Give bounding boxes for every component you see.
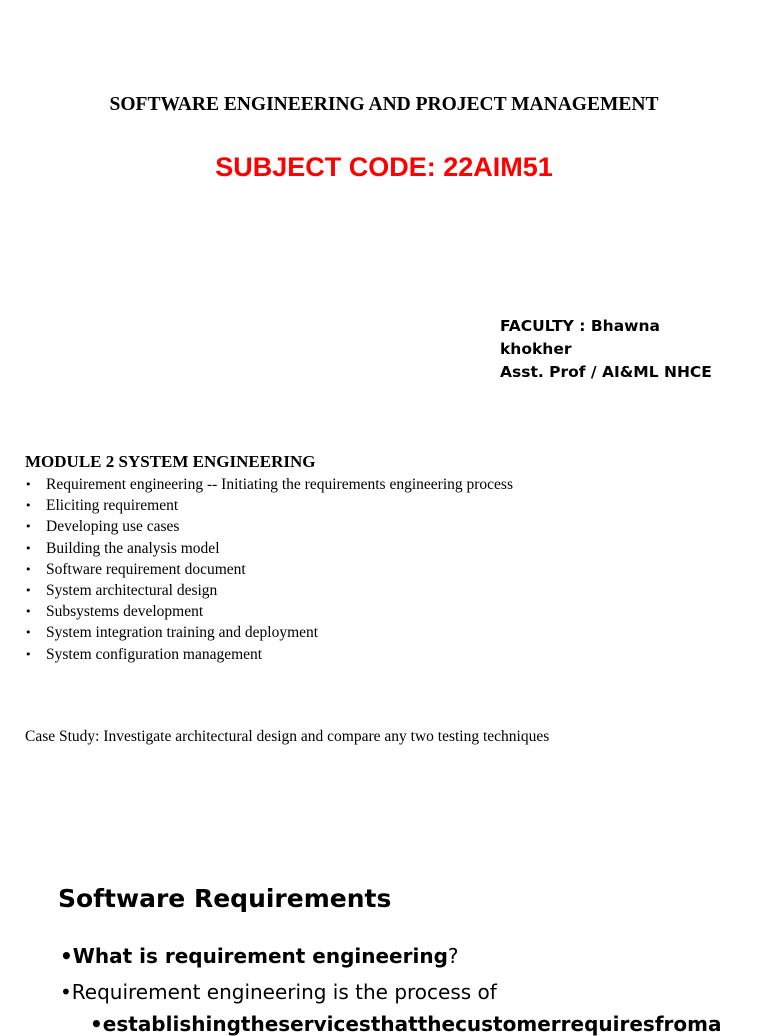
list-item: • System integration training and deployment <box>25 622 513 643</box>
faculty-designation-line: Asst. Prof / AI&ML NHCE <box>500 363 712 381</box>
list-item: • Developing use cases <box>25 516 513 537</box>
definition-bullet: •Requirement engineering is the process of <box>60 980 497 1004</box>
sub-bullet-word: customer <box>455 1012 561 1036</box>
list-item: • Eliciting requirement <box>25 495 513 516</box>
sub-bullet-word: the <box>417 1012 456 1036</box>
faculty-info <box>500 315 720 384</box>
list-item: • Requirement engineering -- Initiating the requirements engineering process <box>25 474 513 495</box>
subject-code: SUBJECT CODE: 22AIM51 <box>215 152 553 182</box>
bullet-icon: • <box>25 541 32 555</box>
list-item: • Software requirement document <box>25 559 513 580</box>
module-topic-list <box>25 474 513 665</box>
case-study-text: Case Study: Investigate architectural design and compare any two testing techniques <box>25 728 550 745</box>
list-item: • Subsystems development <box>25 601 513 622</box>
bullet-icon: • <box>25 626 32 640</box>
slide-heading: Software Requirements <box>58 884 392 913</box>
faculty-name-line: FACULTY : Bhawna <box>500 317 660 335</box>
question-text: What is requirement engineering <box>72 944 448 968</box>
sub-bullet-word: services <box>278 1012 371 1036</box>
sub-bullet-word: •establishing <box>90 1012 241 1036</box>
sub-bullet-word: that <box>370 1012 418 1036</box>
bullet-icon: • <box>25 562 32 576</box>
question-bullet <box>60 944 459 968</box>
list-item: • Building the analysis model <box>25 538 513 559</box>
bullet-marker: • <box>60 944 73 968</box>
course-title: SOFTWARE ENGINEERING AND PROJECT MANAGEMENT <box>109 94 659 115</box>
faculty-surname-line: khokher <box>500 340 572 358</box>
bullet-icon: • <box>25 605 32 619</box>
list-item: • System architectural design <box>25 580 513 601</box>
sub-bullet-word: from <box>654 1012 708 1036</box>
sub-bullet <box>90 1012 722 1036</box>
module-heading: MODULE 2 SYSTEM ENGINEERING <box>25 452 316 471</box>
bullet-icon: • <box>25 520 32 534</box>
sub-bullet-word: requires <box>560 1012 655 1036</box>
question-mark: ? <box>447 944 459 968</box>
list-item: • System configuration management <box>25 644 513 665</box>
bullet-icon: • <box>25 647 32 661</box>
bullet-icon: • <box>25 583 32 597</box>
sub-bullet-word: a <box>707 1012 722 1036</box>
bullet-icon: • <box>25 478 32 491</box>
sub-bullet-word: the <box>240 1012 279 1036</box>
bullet-icon: • <box>25 499 32 513</box>
